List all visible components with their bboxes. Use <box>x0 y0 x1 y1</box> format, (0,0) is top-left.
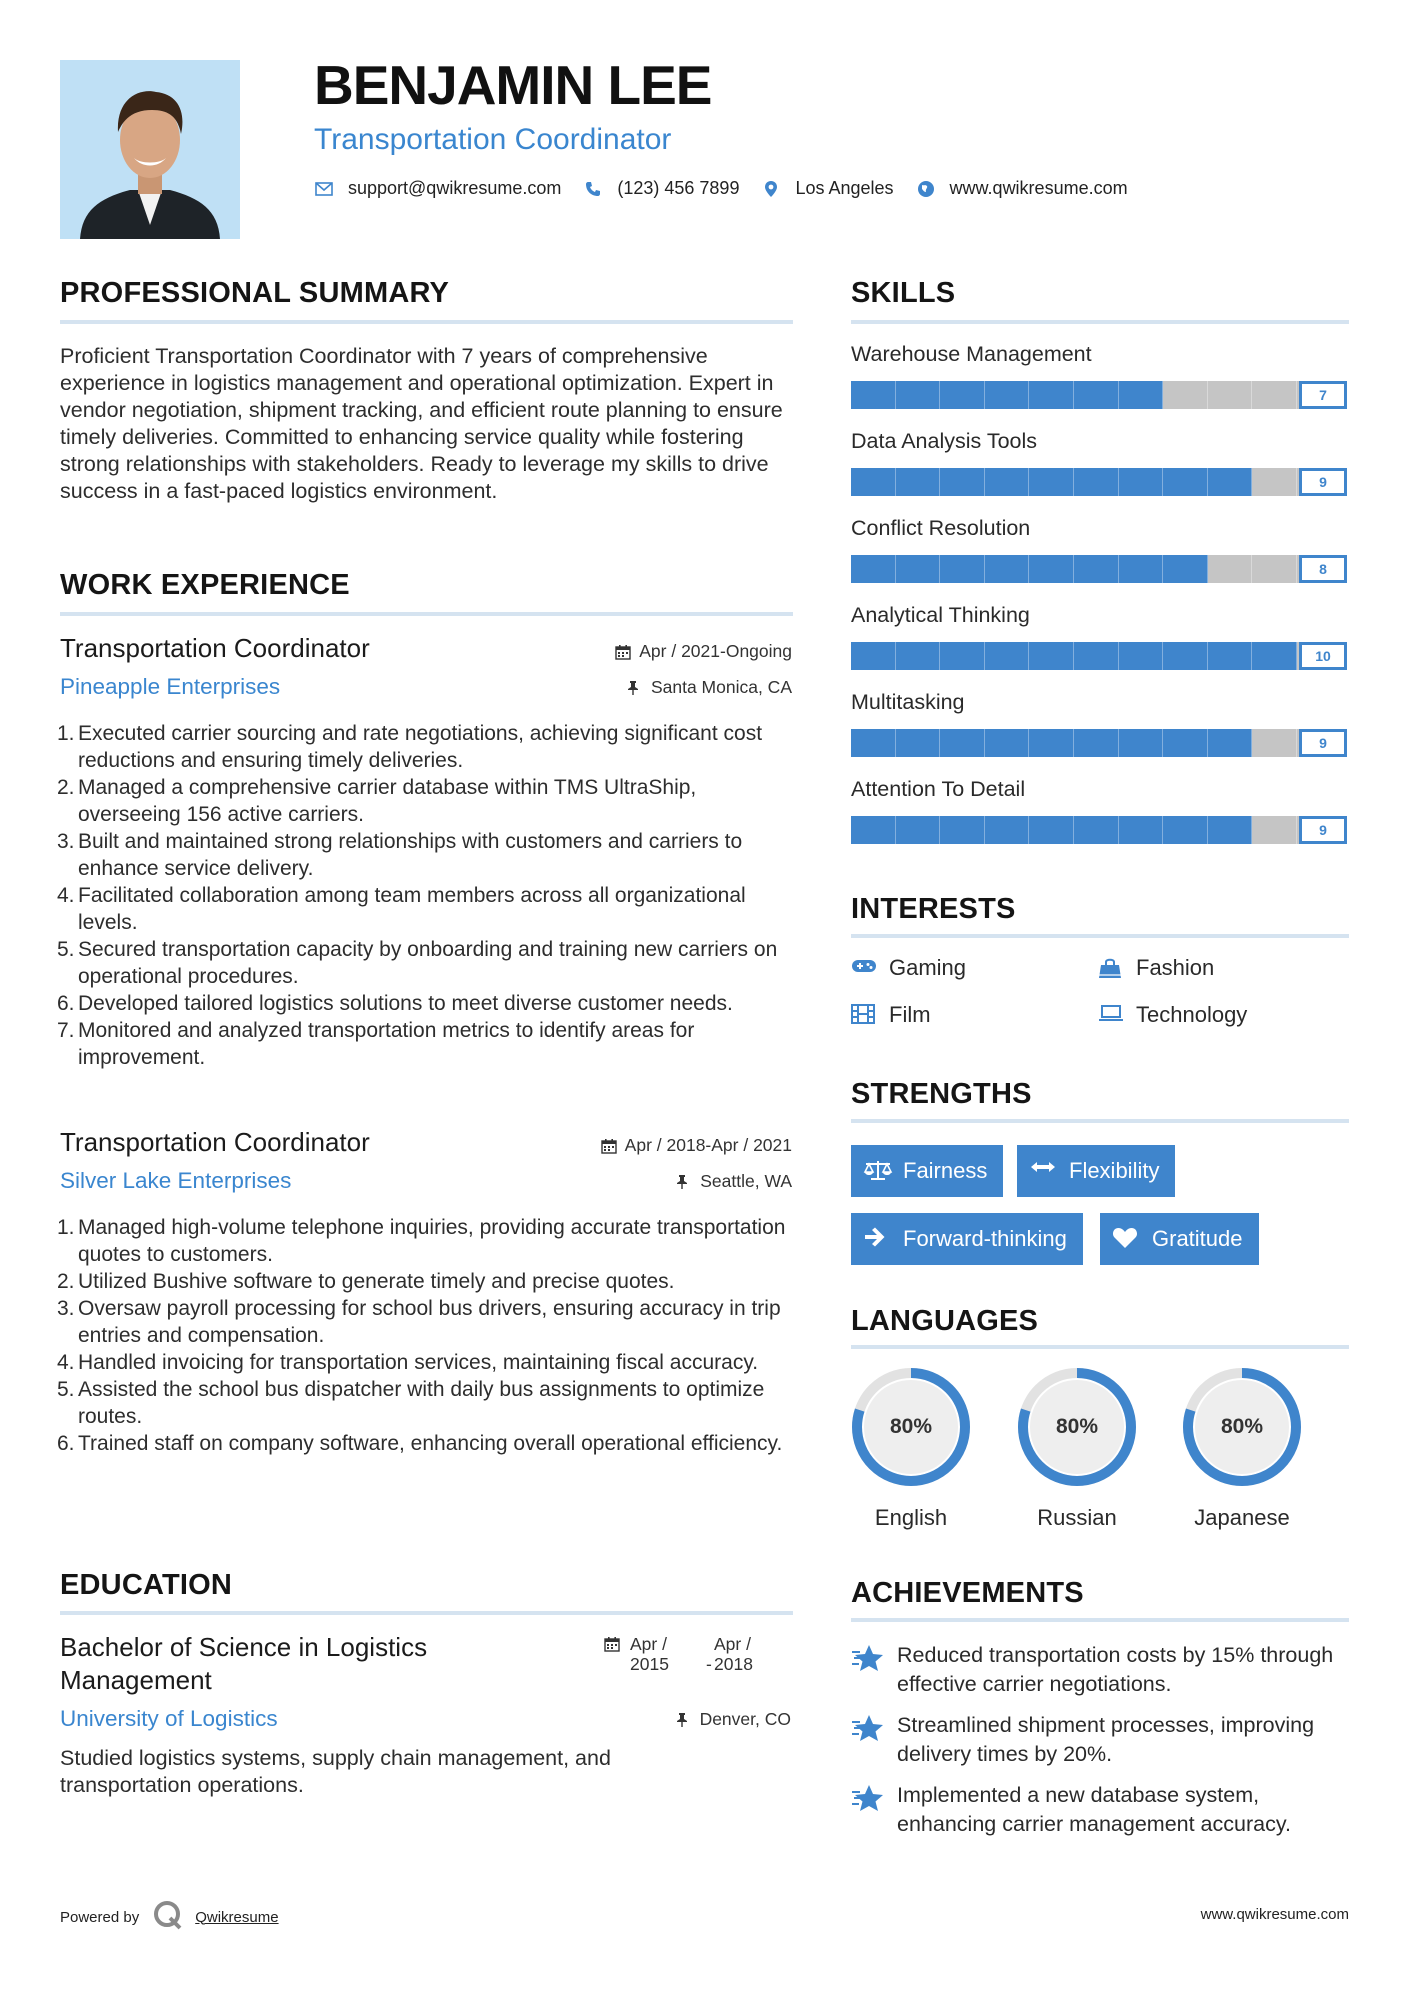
skill-bar <box>851 381 1347 409</box>
globe-icon <box>916 179 936 199</box>
calendar-icon <box>601 1138 617 1154</box>
skill-item <box>851 342 1349 409</box>
achievement-text: Implemented a new database system, enhancing carrier management accuracy. <box>897 1783 1291 1836</box>
list-item: 2. Managed a comprehensive carrier database within TMS UltraShip, overseeing 156 active carriers. <box>57 776 697 826</box>
job-dates-text: Apr / 2021-Ongoing <box>639 641 792 661</box>
job-dates <box>601 1135 792 1156</box>
envelope-icon <box>314 179 334 199</box>
location-text: Los Angeles <box>795 178 894 198</box>
candidate-name: BENJAMIN LEE <box>314 54 712 116</box>
achievement-text: Reduced transportation costs by 15% through effective carrier negotiations. <box>897 1643 1334 1696</box>
skill-bar <box>851 729 1347 757</box>
contact-website[interactable] <box>916 178 1128 199</box>
calendar-icon <box>604 1636 622 1654</box>
job-bullets <box>57 720 792 1071</box>
education-school: University of Logistics <box>60 1706 278 1731</box>
brand-link[interactable]: Qwikresume <box>195 1908 279 1926</box>
strengths-heading: STRENGTHS <box>851 1078 1032 1110</box>
list-item: 5. Secured transportation capacity by onboarding and training new carriers on operational procedures. <box>57 938 778 988</box>
powered-by-text: Powered by <box>60 1908 140 1926</box>
skill-bar <box>851 555 1347 583</box>
education-location <box>676 1709 791 1730</box>
language-name: Japanese <box>1194 1505 1290 1530</box>
map-pin-icon <box>761 179 781 199</box>
gamepad-icon <box>851 957 877 979</box>
achievements-heading: ACHIEVEMENTS <box>851 1577 1084 1609</box>
language-ring <box>849 1365 973 1489</box>
list-item: 4. Handled invoicing for transportation services, maintaining fiscal accuracy. <box>57 1351 759 1374</box>
language-percent: 80% <box>1220 1415 1264 1438</box>
pushpin-icon <box>627 680 643 696</box>
language-russian <box>1015 1365 1139 1531</box>
phone-icon <box>583 179 603 199</box>
languages-heading: LANGUAGES <box>851 1305 1039 1337</box>
footer-powered-by <box>60 1900 279 1934</box>
job-dates-text: Apr / 2018-Apr / 2021 <box>624 1135 792 1155</box>
list-item: 3. Built and maintained strong relationships with customers and carriers to enhance service delivery. <box>57 830 743 880</box>
languages-divider <box>851 1345 1349 1349</box>
achievements-divider <box>851 1618 1349 1622</box>
interest-label: Technology <box>1136 1002 1248 1027</box>
contact-email[interactable] <box>314 178 561 199</box>
job-location <box>676 1171 792 1192</box>
star-badge-icon <box>851 1643 887 1675</box>
skill-name: Warehouse Management <box>851 342 1092 366</box>
star-badge-icon <box>851 1783 887 1815</box>
skill-name: Attention To Detail <box>851 777 1026 801</box>
skill-score: 8 <box>1299 555 1347 583</box>
job-bullets <box>57 1214 792 1457</box>
interest-fashion <box>1098 955 1214 981</box>
experience-heading: WORK EXPERIENCE <box>60 569 350 601</box>
skill-bar <box>851 468 1347 496</box>
strength-label: Gratitude <box>1152 1226 1243 1251</box>
skill-score: 10 <box>1299 642 1347 670</box>
skill-bar-segments <box>851 729 1297 757</box>
footer-url[interactable]: www.qwikresume.com <box>1200 1906 1349 1923</box>
date-separator: - <box>706 1654 712 1674</box>
language-english <box>849 1365 973 1531</box>
shopping-bag-icon <box>1098 957 1124 979</box>
skill-bar-segments <box>851 642 1297 670</box>
experience-divider <box>60 612 793 616</box>
education-divider <box>60 1611 793 1615</box>
list-item: 3. Oversaw payroll processing for school bus drivers, ensuring accuracy in trip entries and compensation. <box>57 1297 781 1347</box>
education-description: Studied logistics systems, supply chain management, and transportation operations. <box>60 1746 611 1797</box>
achievement-text: Streamlined shipment processes, improving delivery times by 20%. <box>897 1713 1315 1766</box>
balance-scale-icon <box>863 1159 893 1183</box>
skill-score: 9 <box>1299 729 1347 757</box>
candidate-title: Transportation Coordinator <box>314 123 672 156</box>
arrows-horizontal-icon <box>1029 1159 1059 1183</box>
strengths-divider <box>851 1119 1349 1123</box>
summary-divider <box>60 320 793 324</box>
language-ring <box>1180 1365 1304 1489</box>
job-location-text: Santa Monica, CA <box>650 677 792 697</box>
strength-label: Flexibility <box>1069 1158 1160 1183</box>
skill-item <box>851 777 1349 844</box>
list-item: 6. Developed tailored logistics solutions to meet diverse customer needs. <box>57 992 733 1015</box>
education-start-date: Apr / 2015 <box>630 1634 669 1674</box>
laptop-icon <box>1098 1004 1124 1026</box>
list-item: 6. Trained staff on company software, enhancing overall operational efficiency. <box>57 1432 783 1455</box>
language-percent: 80% <box>1055 1415 1099 1438</box>
education-heading: EDUCATION <box>60 1569 233 1601</box>
language-japanese <box>1180 1365 1304 1531</box>
summary-text: Proficient Transportation Coordinator with 7 years of comprehensive experience in logistics management and operational optimization. Expert in vendor negotiation, shipment tracking, and efficient route planning to ensure timely deliveries. Committed to enhancing service quality while fostering strong relationships with stakeholders. Ready to leverage my skills to drive success in a fast-paced logistics environment. <box>60 344 783 503</box>
skill-item <box>851 690 1349 757</box>
skill-bar-segments <box>851 555 1297 583</box>
summary-heading: PROFESSIONAL SUMMARY <box>60 277 450 309</box>
language-name: Russian <box>1037 1505 1117 1530</box>
strength-badge <box>851 1145 1003 1197</box>
skills-heading: SKILLS <box>851 277 956 309</box>
skill-score: 9 <box>1299 468 1347 496</box>
list-item: 4. Facilitated collaboration among team members across all organizational levels. <box>57 884 746 934</box>
arrow-right-icon <box>863 1227 893 1251</box>
list-item: 5. Assisted the school bus dispatcher with daily bus assignments to optimize routes. <box>57 1378 765 1428</box>
job-company: Silver Lake Enterprises <box>60 1168 292 1193</box>
skill-name: Data Analysis Tools <box>851 429 1038 453</box>
skill-name: Multitasking <box>851 690 965 714</box>
profile-photo <box>60 60 240 239</box>
skill-bar-segments <box>851 816 1297 844</box>
email-text: support@qwikresume.com <box>348 178 562 198</box>
skill-item <box>851 429 1349 496</box>
star-badge-icon <box>851 1713 887 1745</box>
job-location <box>627 677 792 698</box>
education-location-text: Denver, CO <box>699 1709 791 1729</box>
website-text: www.qwikresume.com <box>949 178 1128 198</box>
contact-location <box>761 178 893 199</box>
job-entry <box>57 1127 792 1457</box>
skill-item <box>851 603 1349 670</box>
job-title: Transportation Coordinator <box>60 633 370 663</box>
interest-technology <box>1098 1002 1247 1028</box>
contact-phone[interactable] <box>583 178 739 199</box>
phone-text: (123) 456 7899 <box>617 178 740 198</box>
strength-label: Forward-thinking <box>903 1226 1067 1251</box>
skill-name: Analytical Thinking <box>851 603 1030 627</box>
interests-divider <box>851 934 1349 938</box>
job-dates <box>615 641 792 662</box>
language-ring <box>1015 1365 1139 1489</box>
job-title: Transportation Coordinator <box>60 1127 370 1157</box>
skill-score: 9 <box>1299 816 1347 844</box>
achievement-item <box>851 1781 1351 1839</box>
strength-badge <box>851 1213 1083 1265</box>
interests-heading: INTERESTS <box>851 893 1016 925</box>
interest-label: Film <box>889 1002 931 1027</box>
pushpin-icon <box>676 1712 692 1728</box>
skills-divider <box>851 320 1349 324</box>
pushpin-icon <box>676 1174 692 1190</box>
list-item: 1. Executed carrier sourcing and rate negotiations, achieving significant cost reductions and ensuring timely deliveries. <box>57 722 763 772</box>
interest-label: Gaming <box>889 955 967 980</box>
skill-bar <box>851 816 1347 844</box>
list-item: 7. Monitored and analyzed transportation metrics to identify areas for improvement. <box>57 1019 695 1069</box>
interest-label: Fashion <box>1136 955 1215 980</box>
language-percent: 80% <box>889 1415 933 1438</box>
education-end-date: Apr / 2018 <box>714 1634 753 1674</box>
strength-badge <box>1100 1213 1259 1265</box>
skill-bar <box>851 642 1347 670</box>
achievement-item <box>851 1641 1351 1699</box>
heart-icon <box>1112 1227 1142 1251</box>
education-degree: Bachelor of Science in Logistics Management <box>60 1632 428 1695</box>
skill-item <box>851 516 1349 583</box>
list-item: 1. Managed high-volume telephone inquiries, providing accurate transportation quotes to customers. <box>57 1216 786 1266</box>
qwikresume-logo-icon <box>153 1900 183 1934</box>
job-location-text: Seattle, WA <box>700 1171 792 1191</box>
strength-label: Fairness <box>903 1158 988 1183</box>
achievement-item <box>851 1711 1351 1769</box>
list-item: 2. Utilized Bushive software to generate timely and precise quotes. <box>57 1270 675 1293</box>
contact-bar <box>314 178 1150 199</box>
skill-bar-segments <box>851 381 1297 409</box>
calendar-icon <box>615 644 631 660</box>
interest-film <box>851 1002 931 1028</box>
job-company: Pineapple Enterprises <box>60 674 281 699</box>
interest-gaming <box>851 955 966 981</box>
skill-score: 7 <box>1299 381 1347 409</box>
language-name: English <box>874 1505 948 1530</box>
skill-name: Conflict Resolution <box>851 516 1031 540</box>
film-icon <box>851 1004 877 1026</box>
skill-bar-segments <box>851 468 1297 496</box>
job-entry <box>57 633 792 1071</box>
strength-badge <box>1017 1145 1175 1197</box>
